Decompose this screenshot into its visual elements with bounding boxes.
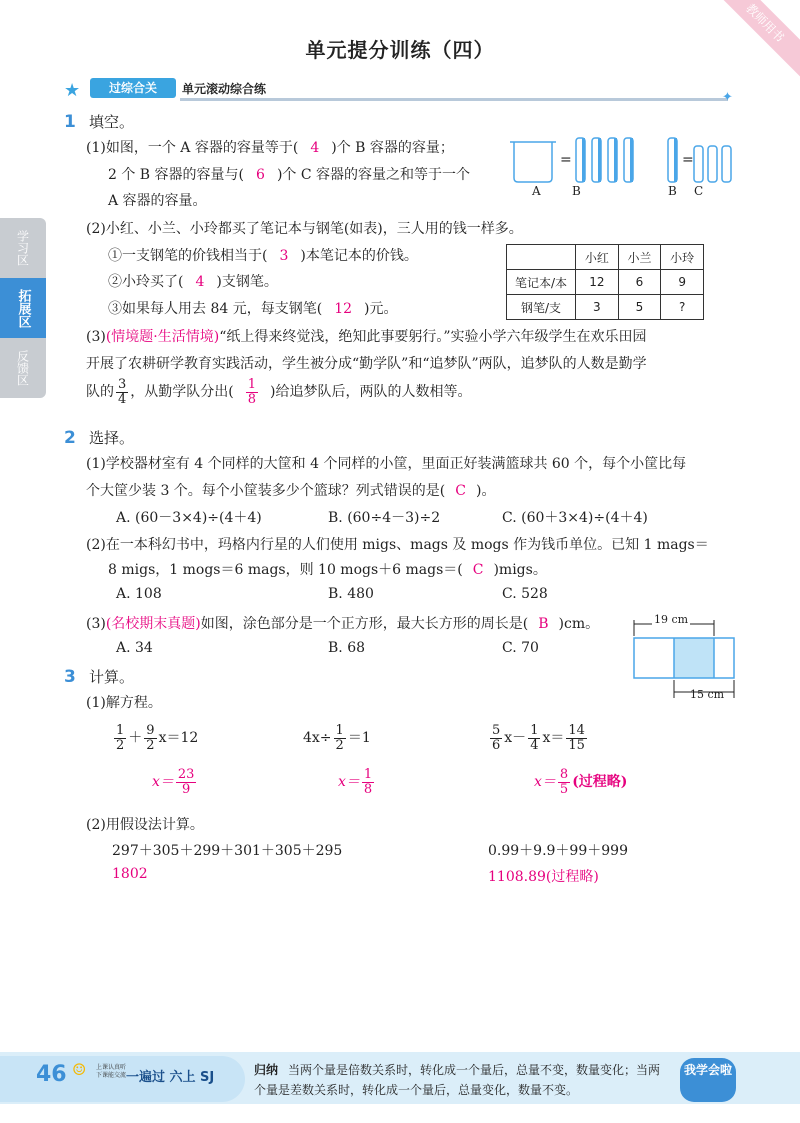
container-c xyxy=(722,146,731,182)
table-header-row xyxy=(507,245,704,270)
banner-divider xyxy=(180,98,728,101)
tab-feedback[interactable]: 反馈区 xyxy=(0,338,46,398)
table-cell: 12 xyxy=(576,270,619,295)
table-row xyxy=(507,295,704,320)
q2-heading xyxy=(64,427,134,448)
container-b-stripe xyxy=(582,138,585,182)
side-tabs xyxy=(0,218,46,398)
fig-label-a: A xyxy=(532,184,541,198)
answer: 12 xyxy=(334,301,353,317)
container-figure xyxy=(508,132,738,202)
equation-1: $\frac{1}{2}$ ＋ $\frac{9}{2}$ x＝12 xyxy=(116,723,199,753)
equation-3-answer: x＝ $\frac{8}{5}$ (过程略) xyxy=(534,767,628,797)
purchase-table xyxy=(506,244,704,320)
container-c xyxy=(708,146,717,182)
q1-p3-line2: 开展了农耕研学教育实践活动，学生被分成“勤学队”和“追梦队”两队，追梦队的人数是勤学 xyxy=(86,356,647,372)
answer-fraction: $\frac{1}{8}$ xyxy=(247,377,257,407)
option-b[interactable]: B. 68 xyxy=(328,640,366,656)
q1-p3-line3: 队的 $\frac{3}{4}$ ，从勤学队分出( $\frac{1}{8}$ )给追梦队后，两队的人数相等。 xyxy=(86,377,472,407)
footer-logo: 我学会啦 xyxy=(680,1058,736,1102)
q1-p1-line2: 2 个 B 容器的容量与( 6 )个 C 容器的容量之和等于一个 xyxy=(108,167,471,183)
question-tag: (名校期末真题) xyxy=(105,616,201,632)
question-label: 计算。 xyxy=(88,668,134,686)
option-a[interactable]: A. 108 xyxy=(116,586,162,602)
q1-heading xyxy=(64,111,134,132)
table-cell: 钢笔/支 xyxy=(507,295,576,320)
star-icon: ✦ xyxy=(722,90,733,105)
question-number: 2 xyxy=(64,428,76,448)
equation-1-answer: x＝ $\frac{23}{9}$ xyxy=(152,767,195,797)
answer: C xyxy=(455,483,466,499)
fig-label-c: C xyxy=(694,184,704,198)
option-a[interactable]: A. (60－3×4)÷(4＋4) xyxy=(116,510,262,526)
summary-label: 归纳 xyxy=(254,1063,279,1077)
table-cell: 笔记本/本 xyxy=(507,270,576,295)
tab-study[interactable]: 学习区 xyxy=(0,218,46,278)
q3-p1-label: (1)解方程。 xyxy=(86,695,162,711)
table-row xyxy=(507,270,704,295)
table-header-cell: 小兰 xyxy=(618,245,661,270)
page-number: 46 xyxy=(36,1062,67,1087)
question-label: 选择。 xyxy=(88,429,134,447)
page-title: 单元提分训练（四） xyxy=(305,38,495,62)
section-tag: 过综合关 xyxy=(90,78,176,98)
container-a xyxy=(514,142,552,182)
option-c[interactable]: C. 528 xyxy=(502,586,548,602)
table-cell: 5 xyxy=(618,295,661,320)
option-b[interactable]: B. (60÷4－3)÷2 xyxy=(328,510,441,526)
mascot-icon: ★ xyxy=(64,80,81,101)
q2-p1-line1: (1)学校器材室有 4 个同样的大筐和 4 个同样的小筐，里面正好装满篮球共 60 个，每个小筐比每 xyxy=(86,456,687,472)
table-cell: 9 xyxy=(661,270,704,295)
equals-sign: = xyxy=(682,152,694,168)
tab-extend[interactable]: 拓展区 xyxy=(0,278,46,338)
q1-p1-line1: (1)如图，一个 A 容器的容量等于( 4 )个 B 容器的容量； xyxy=(86,140,454,156)
footer-summary: 归纳 当两个量是倍数关系时，转化成一个量后，总量不变，数量变化；当两 个量是差数关系时，转化成一个量后，总量变化，数量不变。 xyxy=(254,1063,661,1097)
q2-p2-line1: (2)在一本科幻书中，玛格内行星的人们使用 migs、mags 及 mogs 作为钱币单位。已知 1 mags＝ xyxy=(86,537,709,553)
q3-p2-label: (2)用假设法计算。 xyxy=(86,817,204,833)
equation-3: $\frac{5}{6}$ x－ $\frac{1}{4}$ x＝ $\frac{14}{15}$ xyxy=(492,723,585,753)
equation-2-answer: x＝ $\frac{1}{8}$ xyxy=(338,767,373,797)
option-c[interactable]: C. 70 xyxy=(502,640,539,656)
section-subtitle: 单元滚动综合练 xyxy=(182,82,267,96)
dimension-label-bottom: 15 cm xyxy=(690,688,725,701)
container-b-stripe xyxy=(630,138,633,182)
table-cell xyxy=(507,245,576,270)
answer: B xyxy=(538,616,549,632)
q1-p2-s1: ①一支钢笔的价钱相当于( 3 )本笔记本的价钱。 xyxy=(108,248,418,264)
dimension-label-top: 19 cm xyxy=(654,613,689,626)
question-tag: (情境题·生活情境) xyxy=(105,329,220,345)
q2-p1-line2: 个大筐少装 3 个。每个小筐装多少个篮球？列式错误的是( C )。 xyxy=(86,483,496,499)
answer: 6 xyxy=(256,167,265,183)
fraction: $\frac{3}{4}$ xyxy=(118,377,127,407)
container-b-stripe xyxy=(674,138,677,182)
footer-brand: 一遍过 六上 SJ xyxy=(126,1070,215,1085)
q3-heading xyxy=(64,666,134,687)
container-b-stripe xyxy=(598,138,601,182)
answer: C xyxy=(472,562,484,578)
table-cell: 6 xyxy=(618,270,661,295)
option-c[interactable]: C. (60＋3×4)÷(4＋4) xyxy=(502,510,648,526)
container-c xyxy=(694,146,703,182)
equation-2: 4x÷ $\frac{1}{2}$ ＝1 xyxy=(303,723,371,753)
q2-p2-line2: 8 migs，1 mogs＝6 mags，则 10 mogs＋6 mags＝( C )migs。 xyxy=(108,562,547,578)
corner-teacher-tag: 教师用书 xyxy=(703,0,800,85)
table-cell: 3 xyxy=(576,295,619,320)
table-header-cell: 小玲 xyxy=(661,245,704,270)
table-cell: ? xyxy=(661,295,704,320)
question-number: 1 xyxy=(64,112,76,132)
q1-p2-s3: ③如果每人用去 84 元，每支钢笔( 12 )元。 xyxy=(108,301,398,317)
calc-1: 297＋305＋299＋301＋305＋295 xyxy=(112,843,343,859)
q1-p2-s2: ②小玲买了( 4 )支钢笔。 xyxy=(108,274,278,290)
q1-p1-line3: A 容器的容量。 xyxy=(108,193,207,209)
q1-p3-line1: (3)(情境题·生活情境)“纸上得来终觉浅，绝知此事要躬行。”实验小学六年级学生在欢乐田园 xyxy=(86,329,647,345)
equals-sign: = xyxy=(560,152,572,168)
question-number: 3 xyxy=(64,667,76,687)
calc-1-answer: 1802 xyxy=(112,866,148,882)
shaded-square xyxy=(674,638,714,678)
mascot-icon: ☺ xyxy=(72,1060,87,1079)
fig-label-b: B xyxy=(572,184,581,198)
calc-2-answer: 1108.89(过程略) xyxy=(488,869,599,885)
option-a[interactable]: A. 34 xyxy=(116,640,153,656)
calc-2: 0.99＋9.9＋99＋999 xyxy=(488,843,628,859)
fig-label-b: B xyxy=(668,184,677,198)
container-b-stripe xyxy=(614,138,617,182)
answer: 4 xyxy=(195,274,205,290)
footer-slogan: 上课认真听 下课能交流 xyxy=(96,1064,127,1079)
q2-p3-line1: (3)(名校期末真题)如图，涂色部分是一个正方形，最大长方形的周长是( B )cm。 xyxy=(86,616,600,632)
answer: 4 xyxy=(310,140,320,156)
option-b[interactable]: B. 480 xyxy=(328,586,374,602)
question-label: 填空。 xyxy=(88,113,134,131)
table-header-cell: 小红 xyxy=(576,245,619,270)
answer: 3 xyxy=(279,248,289,264)
q1-p2-intro: (2)小红、小兰、小玲都买了笔记本与钢笔(如表)，三人用的钱一样多。 xyxy=(86,221,523,237)
